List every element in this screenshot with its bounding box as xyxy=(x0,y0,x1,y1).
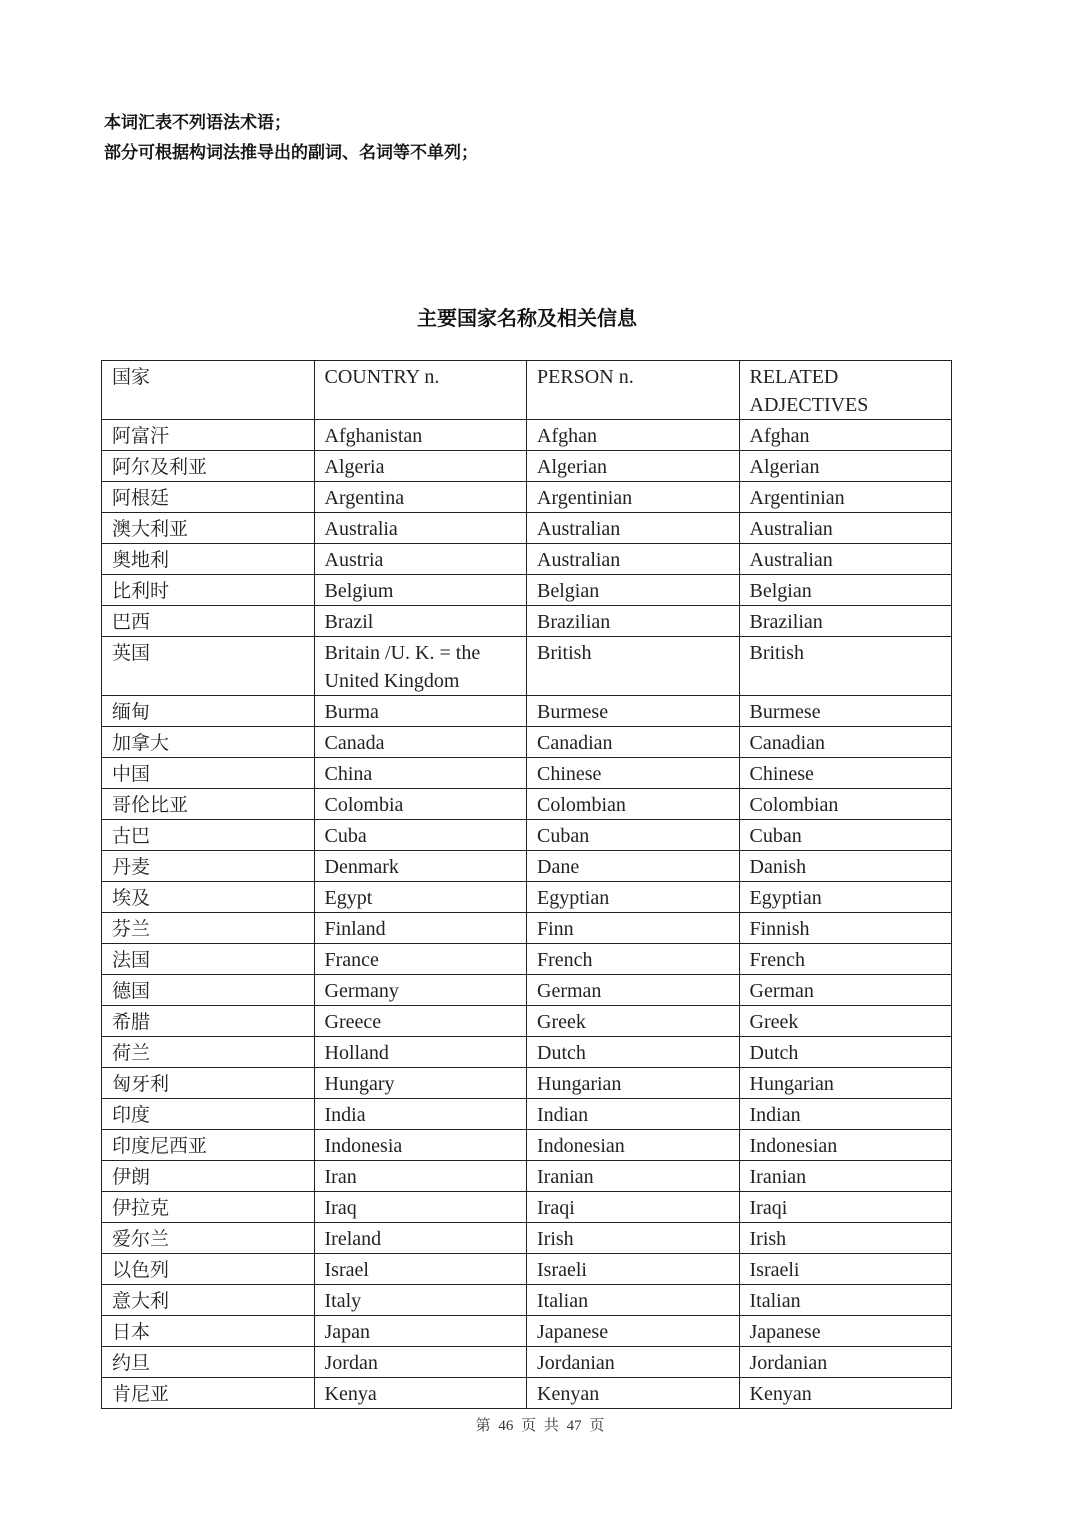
cell-person: Argentinian xyxy=(527,482,740,513)
cell-country-cn: 巴西 xyxy=(102,606,315,637)
cell-adjective: Cuban xyxy=(739,820,952,851)
cell-country: Indonesia xyxy=(314,1130,527,1161)
cell-country: Belgium xyxy=(314,575,527,606)
cell-person: Indonesian xyxy=(527,1130,740,1161)
cell-person: Jordanian xyxy=(527,1347,740,1378)
cell-person: Iraqi xyxy=(527,1192,740,1223)
cell-person: Egyptian xyxy=(527,882,740,913)
table-row xyxy=(102,820,952,851)
cell-country: Finland xyxy=(314,913,527,944)
cell-country-cn: 法国 xyxy=(102,944,315,975)
cell-country-cn: 中国 xyxy=(102,758,315,789)
cell-adjective: Belgian xyxy=(739,575,952,606)
table-row xyxy=(102,944,952,975)
cell-person: Irish xyxy=(527,1223,740,1254)
page-title: 主要国家名称及相关信息 xyxy=(417,306,637,330)
note-line: 本词汇表不列语法术语； xyxy=(104,113,291,133)
cell-person: Brazilian xyxy=(527,606,740,637)
cell-person: Israeli xyxy=(527,1254,740,1285)
cell-person: Belgian xyxy=(527,575,740,606)
cell-person: Dane xyxy=(527,851,740,882)
cell-country-cn: 以色列 xyxy=(102,1254,315,1285)
cell-adjective: Brazilian xyxy=(739,606,952,637)
cell-person: Australian xyxy=(527,513,740,544)
cell-country-cn: 印度 xyxy=(102,1099,315,1130)
cell-person: Kenyan xyxy=(527,1378,740,1409)
cell-adjective: Colombian xyxy=(739,789,952,820)
cell-country: Afghanistan xyxy=(314,420,527,451)
cell-adjective: Finnish xyxy=(739,913,952,944)
cell-country: Jordan xyxy=(314,1347,527,1378)
cell-country: Austria xyxy=(314,544,527,575)
table-row xyxy=(102,575,952,606)
cell-country-cn: 肯尼亚 xyxy=(102,1378,315,1409)
table-row xyxy=(102,851,952,882)
cell-adjective: Egyptian xyxy=(739,882,952,913)
cell-country-cn: 缅甸 xyxy=(102,696,315,727)
cell-person: Afghan xyxy=(527,420,740,451)
cell-country-cn: 芬兰 xyxy=(102,913,315,944)
table-row xyxy=(102,544,952,575)
table-row xyxy=(102,1285,952,1316)
cell-country-cn: 丹麦 xyxy=(102,851,315,882)
table-row xyxy=(102,482,952,513)
table-row xyxy=(102,1006,952,1037)
cell-adjective: French xyxy=(739,944,952,975)
table-row xyxy=(102,1037,952,1068)
cell-country-cn: 伊拉克 xyxy=(102,1192,315,1223)
cell-adjective: Burmese xyxy=(739,696,952,727)
table-row xyxy=(102,975,952,1006)
cell-country: China xyxy=(314,758,527,789)
table-row xyxy=(102,1099,952,1130)
cell-adjective: Japanese xyxy=(739,1316,952,1347)
cell-country-cn: 英国 xyxy=(102,637,315,696)
cell-country: Brazil xyxy=(314,606,527,637)
cell-country-cn: 德国 xyxy=(102,975,315,1006)
cell-adjective: Irish xyxy=(739,1223,952,1254)
header-cell-adjectives: RELATED ADJECTIVES xyxy=(739,361,952,420)
cell-adjective: Canadian xyxy=(739,727,952,758)
table-row xyxy=(102,1347,952,1378)
table-row xyxy=(102,1316,952,1347)
cell-adjective: Jordanian xyxy=(739,1347,952,1378)
cell-country: Germany xyxy=(314,975,527,1006)
cell-person: Japanese xyxy=(527,1316,740,1347)
cell-country: Colombia xyxy=(314,789,527,820)
table-row xyxy=(102,606,952,637)
cell-adjective: Algerian xyxy=(739,451,952,482)
cell-adjective: Iranian xyxy=(739,1161,952,1192)
cell-country-cn: 阿富汗 xyxy=(102,420,315,451)
cell-country: Algeria xyxy=(314,451,527,482)
cell-adjective: Israeli xyxy=(739,1254,952,1285)
header-cell-country-cn: 国家 xyxy=(102,361,315,420)
table-row xyxy=(102,1192,952,1223)
cell-country: Cuba xyxy=(314,820,527,851)
cell-country-cn: 印度尼西亚 xyxy=(102,1130,315,1161)
cell-person: Algerian xyxy=(527,451,740,482)
cell-country: Iraq xyxy=(314,1192,527,1223)
countries-table xyxy=(101,360,952,1409)
cell-person: Greek xyxy=(527,1006,740,1037)
cell-person: Australian xyxy=(527,544,740,575)
cell-country: Ireland xyxy=(314,1223,527,1254)
table-row xyxy=(102,696,952,727)
page-footer: 第 46 页 共 47 页 xyxy=(475,1418,605,1434)
cell-person: German xyxy=(527,975,740,1006)
table-row xyxy=(102,1068,952,1099)
table-row xyxy=(102,1223,952,1254)
note-line: 部分可根据构词法推导出的副词、名词等不单列； xyxy=(104,143,478,163)
cell-adjective: Australian xyxy=(739,513,952,544)
cell-adjective: Chinese xyxy=(739,758,952,789)
cell-country-cn: 爱尔兰 xyxy=(102,1223,315,1254)
cell-country: Burma xyxy=(314,696,527,727)
cell-person: Burmese xyxy=(527,696,740,727)
cell-country-cn: 意大利 xyxy=(102,1285,315,1316)
cell-person: Canadian xyxy=(527,727,740,758)
cell-adjective: Hungarian xyxy=(739,1068,952,1099)
cell-country-cn: 阿尔及利亚 xyxy=(102,451,315,482)
cell-adjective: Argentinian xyxy=(739,482,952,513)
cell-person: British xyxy=(527,637,740,696)
cell-adjective: Indonesian xyxy=(739,1130,952,1161)
table-row xyxy=(102,1254,952,1285)
table-row xyxy=(102,513,952,544)
cell-person: Dutch xyxy=(527,1037,740,1068)
cell-country: France xyxy=(314,944,527,975)
cell-country-cn: 伊朗 xyxy=(102,1161,315,1192)
cell-country-cn: 约旦 xyxy=(102,1347,315,1378)
table-row xyxy=(102,727,952,758)
cell-person: Iranian xyxy=(527,1161,740,1192)
cell-adjective: Greek xyxy=(739,1006,952,1037)
cell-country-cn: 奥地利 xyxy=(102,544,315,575)
cell-country-cn: 比利时 xyxy=(102,575,315,606)
cell-country: Hungary xyxy=(314,1068,527,1099)
cell-adjective: Kenyan xyxy=(739,1378,952,1409)
cell-country-cn: 埃及 xyxy=(102,882,315,913)
cell-country: Holland xyxy=(314,1037,527,1068)
cell-country-cn: 澳大利亚 xyxy=(102,513,315,544)
cell-country-cn: 日本 xyxy=(102,1316,315,1347)
cell-country-cn: 哥伦比亚 xyxy=(102,789,315,820)
table-row xyxy=(102,758,952,789)
cell-country: Denmark xyxy=(314,851,527,882)
cell-country: Canada xyxy=(314,727,527,758)
cell-country-cn: 荷兰 xyxy=(102,1037,315,1068)
cell-person: Hungarian xyxy=(527,1068,740,1099)
cell-person: Finn xyxy=(527,913,740,944)
cell-country-cn: 希腊 xyxy=(102,1006,315,1037)
table-row xyxy=(102,913,952,944)
cell-adjective: Indian xyxy=(739,1099,952,1130)
cell-country: Italy xyxy=(314,1285,527,1316)
cell-adjective: Afghan xyxy=(739,420,952,451)
cell-person: Italian xyxy=(527,1285,740,1316)
table-row xyxy=(102,882,952,913)
table-row xyxy=(102,789,952,820)
cell-adjective: Dutch xyxy=(739,1037,952,1068)
cell-country: Japan xyxy=(314,1316,527,1347)
table-row xyxy=(102,637,952,696)
cell-country: Australia xyxy=(314,513,527,544)
cell-person: Chinese xyxy=(527,758,740,789)
cell-country: Kenya xyxy=(314,1378,527,1409)
cell-country: Egypt xyxy=(314,882,527,913)
cell-country-cn: 匈牙利 xyxy=(102,1068,315,1099)
table-row xyxy=(102,1378,952,1409)
table-row xyxy=(102,1161,952,1192)
header-cell-country: COUNTRY n. xyxy=(314,361,527,420)
table-row xyxy=(102,420,952,451)
cell-country: Israel xyxy=(314,1254,527,1285)
header-cell-person: PERSON n. xyxy=(527,361,740,420)
cell-country: Iran xyxy=(314,1161,527,1192)
cell-adjective: German xyxy=(739,975,952,1006)
cell-person: Cuban xyxy=(527,820,740,851)
cell-country-cn: 古巴 xyxy=(102,820,315,851)
cell-person: Indian xyxy=(527,1099,740,1130)
cell-country: Britain /U. K. = the United Kingdom xyxy=(314,637,527,696)
cell-country-cn: 加拿大 xyxy=(102,727,315,758)
cell-adjective: Danish xyxy=(739,851,952,882)
cell-country: Argentina xyxy=(314,482,527,513)
cell-person: French xyxy=(527,944,740,975)
cell-person: Colombian xyxy=(527,789,740,820)
cell-adjective: British xyxy=(739,637,952,696)
cell-country: Greece xyxy=(314,1006,527,1037)
table-row xyxy=(102,1130,952,1161)
cell-country: India xyxy=(314,1099,527,1130)
notes-block xyxy=(104,108,478,168)
cell-adjective: Italian xyxy=(739,1285,952,1316)
cell-country-cn: 阿根廷 xyxy=(102,482,315,513)
cell-adjective: Iraqi xyxy=(739,1192,952,1223)
table-row xyxy=(102,451,952,482)
cell-adjective: Australian xyxy=(739,544,952,575)
table-header-row xyxy=(102,361,952,420)
